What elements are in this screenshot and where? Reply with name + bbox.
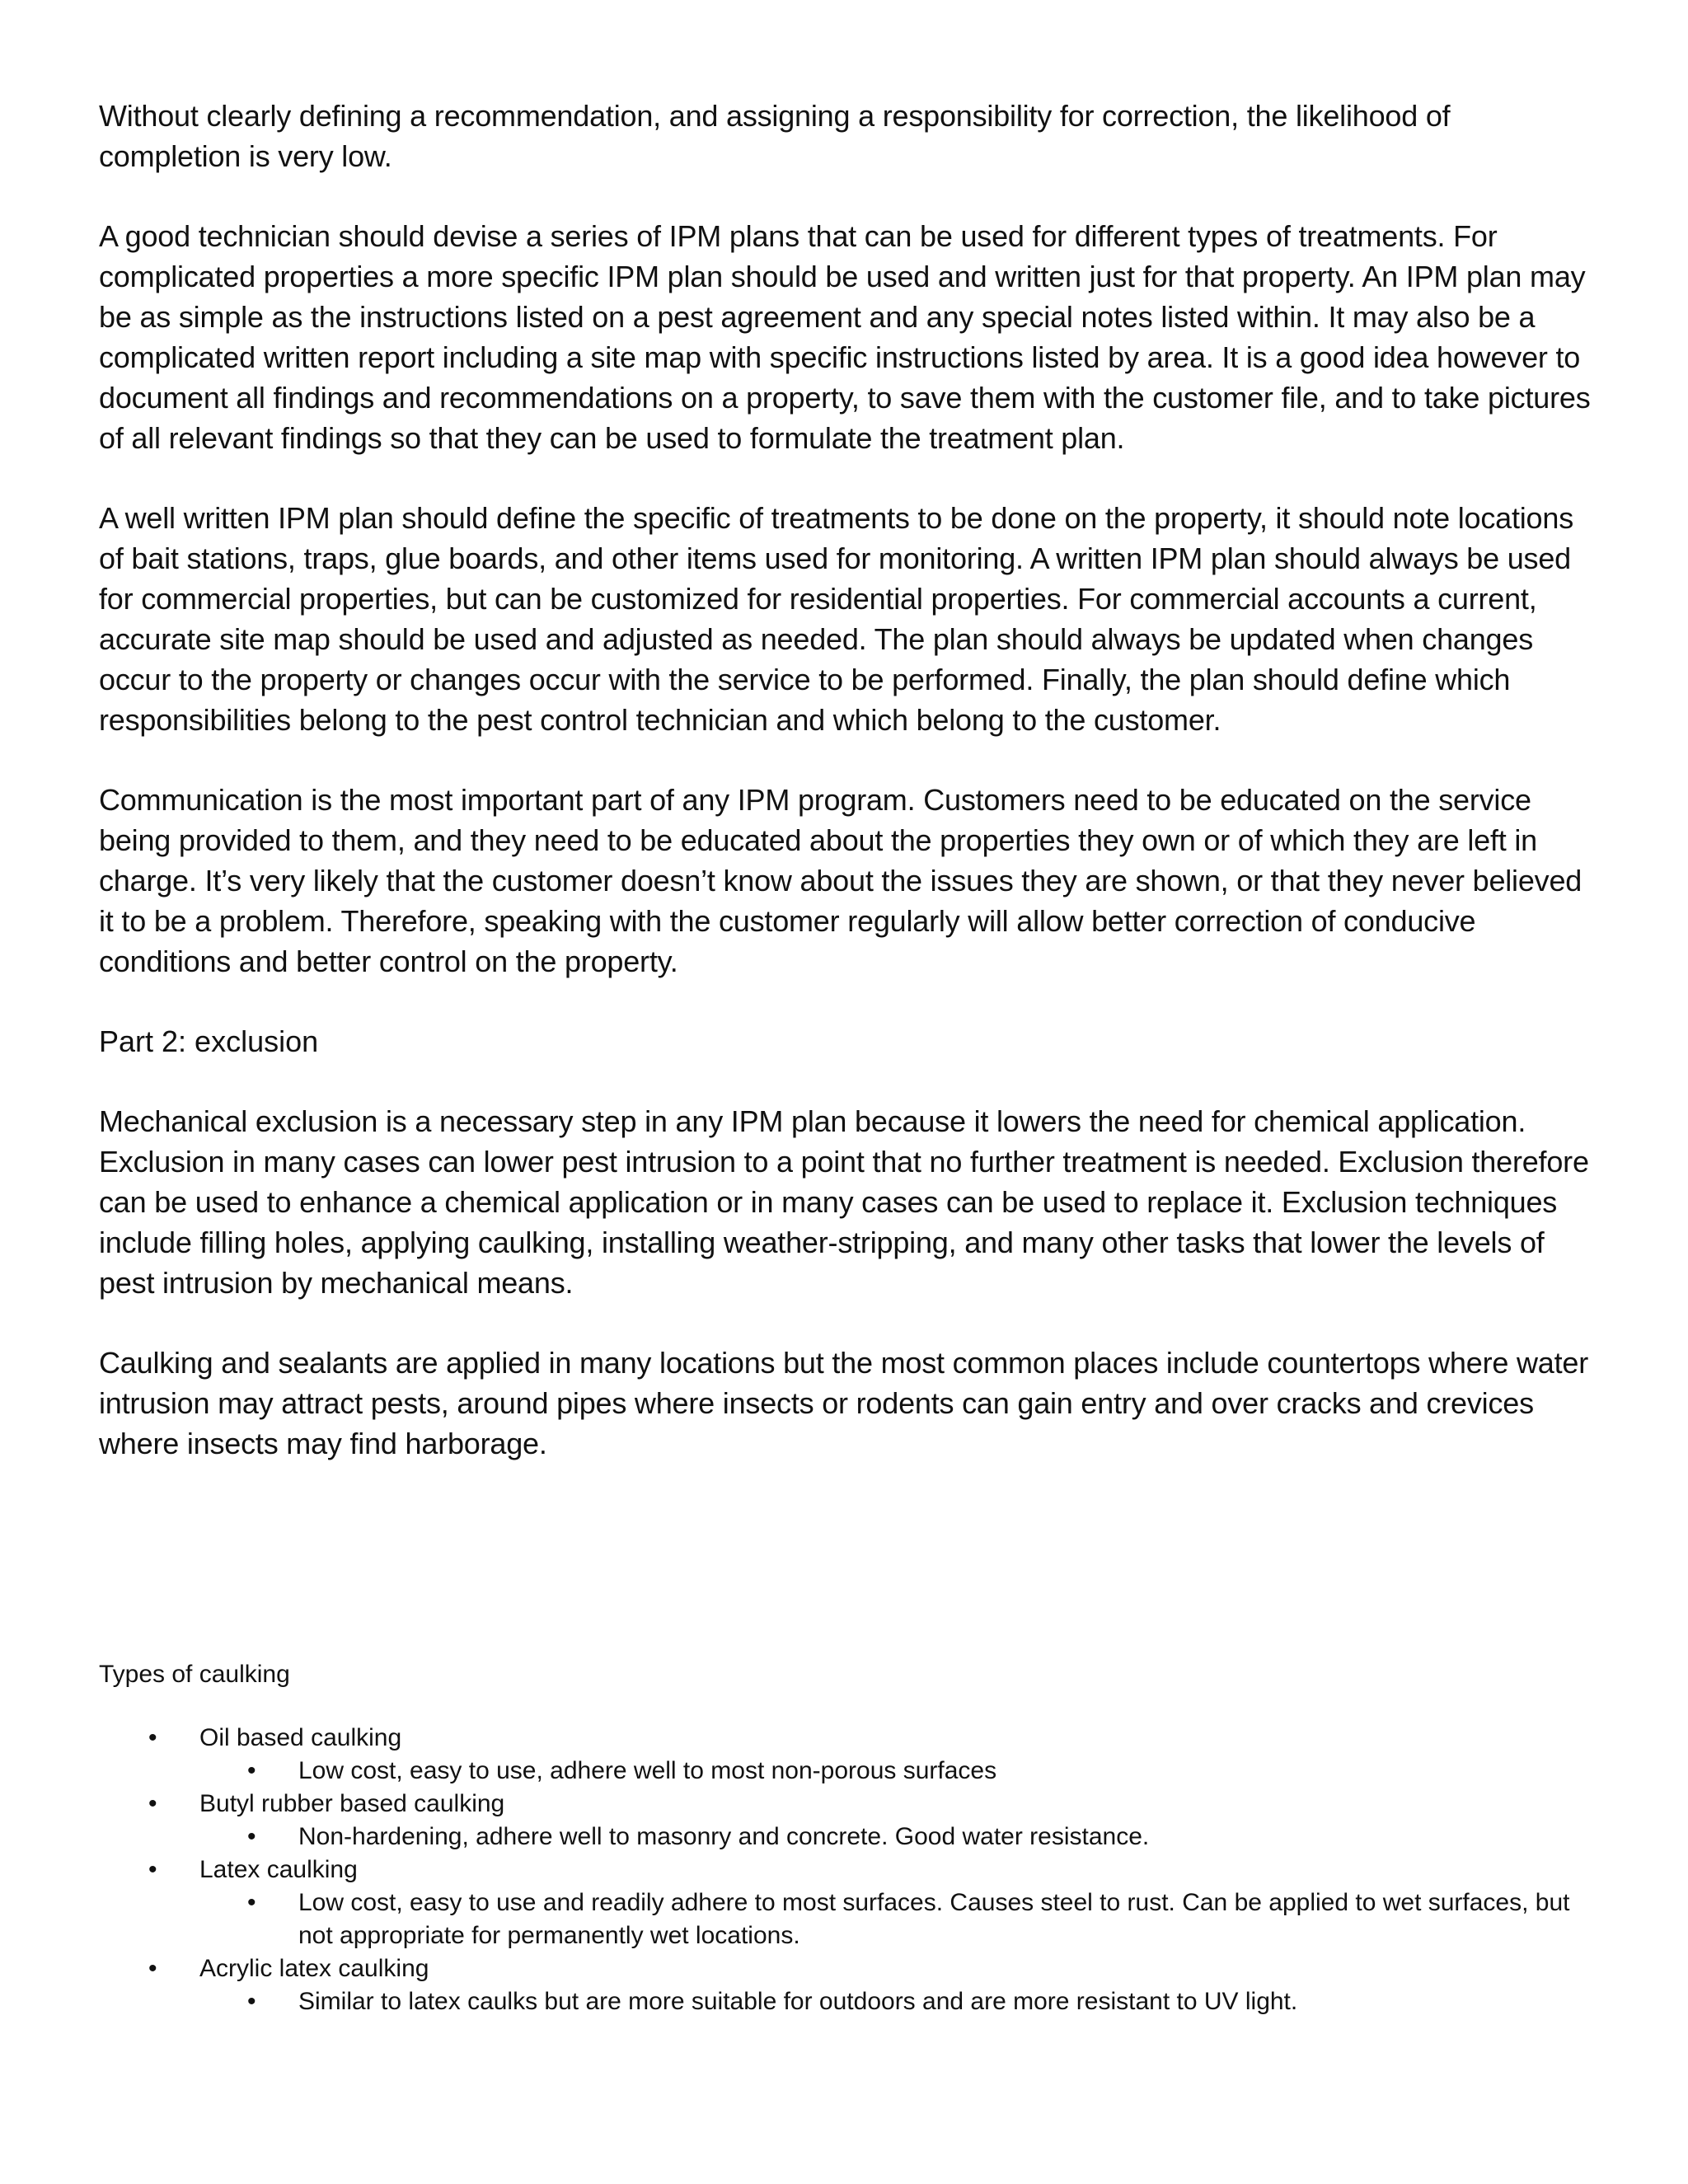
list-item	[148, 1788, 1582, 1854]
caulking-types-list	[99, 1722, 1582, 2018]
bullet-icon: •	[247, 1823, 256, 1850]
bullet-icon: •	[148, 1856, 157, 1883]
list-item	[247, 1886, 1582, 1952]
list-item	[247, 1755, 1582, 1788]
bullet-icon: •	[148, 1955, 157, 1982]
caulking-type-detail: Non-hardening, adhere well to masonry and concrete. Good water resistance.	[298, 1823, 1150, 1850]
list-item	[148, 1952, 1582, 2018]
caulking-type-details	[199, 1886, 1582, 1952]
caulking-type-details	[199, 1755, 1582, 1788]
caulking-type-details	[199, 1821, 1582, 1854]
list-item	[148, 1854, 1582, 1952]
caulking-type-name: Latex caulking	[199, 1856, 358, 1883]
caulking-type-name: Butyl rubber based caulking	[199, 1790, 505, 1817]
list-item	[247, 1985, 1582, 2018]
caulking-types-title: Types of caulking	[99, 1661, 290, 1688]
caulking-type-name: Oil based caulking	[199, 1724, 402, 1751]
caulking-type-detail: Low cost, easy to use, adhere well to most non-porous surfaces	[298, 1757, 997, 1784]
caulking-type-detail: Similar to latex caulks but are more suitable for outdoors and are more resistant to UV light.	[298, 1988, 1298, 2015]
bullet-icon: •	[148, 1724, 157, 1751]
caulking-type-detail: Low cost, easy to use and readily adhere to most surfaces. Causes steel to rust. Can be applied to wet surfaces, but not appropriate for permanently wet locations.	[298, 1889, 1570, 1949]
bullet-icon: •	[247, 1889, 256, 1916]
bullet-icon: •	[247, 1757, 256, 1784]
bullet-icon: •	[148, 1790, 157, 1817]
paragraph-caulking-sealants: Caulking and sealants are applied in many locations but the most common places include countertops where water intrusion may attract pests, around pipes where insects or rodents can gain entry and over cracks and crevices where insects may find harborage.	[99, 1346, 1589, 1460]
paragraph-written-ipm-plan: A well written IPM plan should define the specific of treatments to be done on the property, it should note locations of bait stations, traps, glue boards, and other items used for monitoring. A written IPM plan should always be used for commercial properties, but can be customized for residential properties. For commercial accounts a current, accurate site map should be used and adjusted as needed. The plan should always be updated when changes occur to the property or changes occur with the service to be performed. Finally, the plan should define which responsibilities belong to the pest control technician and which belong to the customer.	[99, 501, 1573, 737]
caulking-type-details	[199, 1985, 1582, 2018]
paragraph-mechanical-exclusion: Mechanical exclusion is a necessary step in any IPM plan because it lowers the need for chemical application. Exclusion in many cases can lower pest intrusion to a point that no further treatment is needed. Exclusion therefore can be used to enhance a chemical application or in many cases can be used to replace it. Exclusion techniques include filling holes, applying caulking, installing weather-stripping, and many other tasks that lower the levels of pest intrusion by mechanical means.	[99, 1104, 1589, 1300]
paragraph-ipm-plans: A good technician should devise a series of IPM plans that can be used for different types of treatments. For complicated properties a more specific IPM plan should be used and written just for that property. An IPM plan may be as simple as the instructions listed on a pest agreement and any special notes listed within. It may also be a complicated written report including a site map with specific instructions listed by area. It is a good idea however to document all findings and recommendations on a property, to save them with the customer file, and to take pictures of all relevant findings so that they can be used to formulate the treatment plan.	[99, 219, 1591, 455]
caulking-types-section	[99, 1658, 1582, 2018]
list-item	[247, 1821, 1582, 1854]
paragraph-communication: Communication is the most important part of any IPM program. Customers need to be educated on the service being provided to them, and they need to be educated about the properties they own or of which they are left in charge. It’s very likely that the customer doesn’t know about the issues they are shown, or that they never believed it to be a problem. Therefore, speaking with the customer regularly will allow better correction of conducive conditions and better control on the property.	[99, 783, 1582, 978]
main-text-body	[99, 96, 1599, 1503]
caulking-type-name: Acrylic latex caulking	[199, 1955, 429, 1982]
paragraph-recommendation: Without clearly defining a recommendation, and assigning a responsibility for correction, the likelihood of completion is very low.	[99, 99, 1451, 173]
list-item	[148, 1722, 1582, 1788]
bullet-icon: •	[247, 1988, 256, 2015]
section-heading-part-2: Part 2: exclusion	[99, 1024, 319, 1058]
